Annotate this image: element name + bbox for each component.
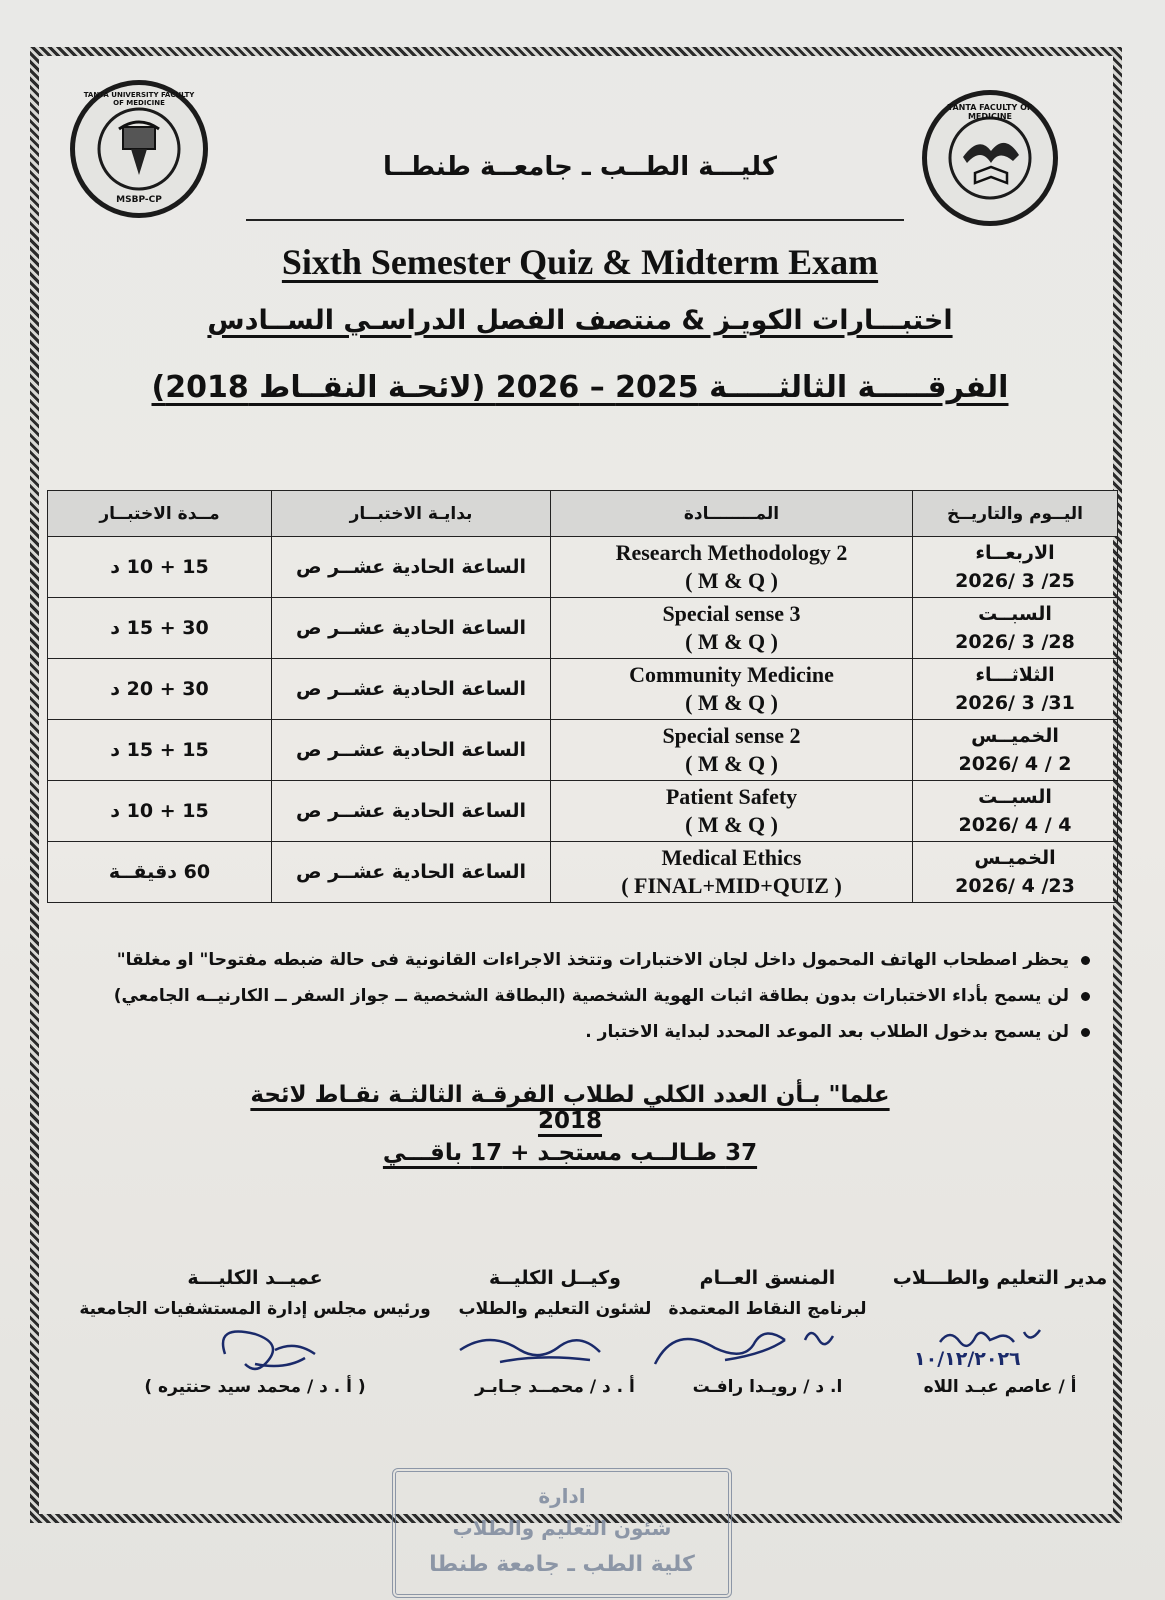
duration-cell: 30 + 15 د xyxy=(48,598,272,659)
header-start-time: بدايـة الاختبــار xyxy=(272,491,551,537)
exam-day: السبــت xyxy=(978,786,1052,808)
list-item: لن يسمح بأداء الاختبارات بدون بطاقة اثبات الهوية الشخصية (البطاقة الشخصية ــ جواز السفر ــ الكارنيــه الجامعي) xyxy=(80,978,1090,1014)
handwritten-signature xyxy=(450,1320,630,1380)
signatory-name: أ / عاصم عبـد اللاه xyxy=(923,1377,1077,1397)
university-name: كليـــة الطــب ـ جامعــة طنطــا xyxy=(383,152,777,182)
exam-day: السبــت xyxy=(978,603,1052,625)
duration-cell: 15 + 15 د xyxy=(48,720,272,781)
start-time-cell: الساعة الحادية عشــر ص xyxy=(272,537,551,598)
subject-code: ( M & Q ) xyxy=(685,568,778,593)
handwritten-signature xyxy=(185,1314,345,1384)
table-row xyxy=(48,598,1118,659)
duration-cell: 15 + 10 د xyxy=(48,781,272,842)
day-date-cell xyxy=(913,659,1118,720)
exam-day: الخميــس xyxy=(971,725,1059,747)
bullet-icon xyxy=(1081,992,1090,1001)
exam-date: 2026/ 3 /31 xyxy=(955,692,1075,714)
subject-name: Special sense 2 xyxy=(662,723,801,748)
table-header-row xyxy=(48,491,1118,537)
signatory-title: عميــد الكليـــة xyxy=(187,1267,323,1289)
signatory-title: المنسق العــام xyxy=(699,1267,836,1289)
subject-cell xyxy=(551,842,913,903)
logo-left-caption: TANTA UNIVERSITY FACULTY OF MEDICINE xyxy=(83,91,195,107)
stamp-line: شئون التعليم والطلاب xyxy=(452,1516,672,1540)
start-time-cell: الساعة الحادية عشــر ص xyxy=(272,720,551,781)
signatory-name: ( أ . د / محمد سيد حنتيره ) xyxy=(144,1377,366,1397)
signatory-name: أ . د / محمــد جـابـر xyxy=(475,1377,635,1397)
handwritten-signature xyxy=(635,1314,855,1384)
signature-education-director xyxy=(890,1262,1110,1432)
duration-cell: 60 دقيقــة xyxy=(48,842,272,903)
day-date-cell xyxy=(913,598,1118,659)
subject-cell xyxy=(551,781,913,842)
faculty-logo-left xyxy=(70,80,208,218)
subject-name: Community Medicine xyxy=(629,662,834,687)
subject-code: ( M & Q ) xyxy=(685,812,778,837)
exam-day: الثلاثـــاء xyxy=(975,664,1055,686)
subject-cell xyxy=(551,598,913,659)
exam-title-arabic: اختبـــارات الكويـز & منتصف الفصل الدراسـي الســادس xyxy=(207,305,953,336)
exam-date: 2026/ 3 /28 xyxy=(955,631,1075,653)
signature-dean xyxy=(65,1262,445,1432)
stamp-line: ادارة xyxy=(538,1484,586,1508)
exam-date: 2026/ 4 /23 xyxy=(955,875,1075,897)
logo-left-subcaption: MSBP-CP xyxy=(116,195,162,205)
subject-name: Special sense 3 xyxy=(662,601,801,626)
signatory-title: وكيــل الكليــة xyxy=(489,1267,621,1289)
subject-name: Patient Safety xyxy=(665,784,798,809)
start-time-cell: الساعة الحادية عشــر ص xyxy=(272,659,551,720)
header-duration: مــدة الاختبــار xyxy=(48,491,272,537)
table-row xyxy=(48,720,1118,781)
start-time-cell: الساعة الحادية عشــر ص xyxy=(272,598,551,659)
bullet-icon xyxy=(1081,1028,1090,1037)
table-row xyxy=(48,659,1118,720)
subject-code: ( M & Q ) xyxy=(685,629,778,654)
table-row xyxy=(48,842,1118,903)
table-row xyxy=(48,781,1118,842)
list-item: لن يسمح بدخول الطلاب بعد الموعد المحدد لبداية الاختبار . xyxy=(80,1014,1090,1050)
signatory-subtitle: لبرنامج النقاط المعتمدة xyxy=(668,1299,867,1319)
exam-date: 2026/ 4 / 4 xyxy=(958,814,1072,836)
exam-day: الاربعــاء xyxy=(975,542,1055,564)
header-day-date: اليــوم والتاريــخ xyxy=(913,491,1118,537)
subject-name: Medical Ethics xyxy=(661,845,802,870)
stamp-line: كلية الطب ـ جامعة طنطا xyxy=(429,1552,695,1577)
table-row xyxy=(48,537,1118,598)
faculty-logo-right xyxy=(922,90,1058,226)
signature-general-coordinator xyxy=(655,1262,880,1432)
signatory-subtitle: ورئيس مجلس إدارة المستشفيات الجامعية xyxy=(79,1299,431,1319)
handwritten-date: ١٠/١٢/٢٠٢٦ xyxy=(914,1348,1021,1370)
day-date-cell xyxy=(913,781,1118,842)
signatory-subtitle: لشئون التعليم والطلاب xyxy=(458,1299,652,1319)
total-students-count: 37 طـالــب مستجـد + 17 باقـــي xyxy=(382,1140,758,1166)
exam-schedule-table xyxy=(47,490,1118,903)
subject-name: Research Methodology 2 xyxy=(615,540,848,565)
exam-date: 2026/ 3 /25 xyxy=(955,570,1075,592)
duration-cell: 30 + 20 د xyxy=(48,659,272,720)
academic-year-line: الفرقـــــة الثالثـــــة 2025 – 2026 (لائحـة النقــاط 2018) xyxy=(151,370,1009,405)
subject-code: ( M & Q ) xyxy=(685,690,778,715)
exam-title-english: Sixth Semester Quiz & Midterm Exam xyxy=(281,242,879,282)
subject-cell xyxy=(551,659,913,720)
department-stamp xyxy=(392,1468,732,1598)
header-divider xyxy=(246,219,904,221)
bullet-icon xyxy=(1081,956,1090,965)
signatory-name: ا. د / رويـدا رافـت xyxy=(692,1377,843,1397)
header-subject: المــــــــادة xyxy=(551,491,913,537)
start-time-cell: الساعة الحادية عشــر ص xyxy=(272,842,551,903)
signatory-title: مدير التعليم والطـــلاب xyxy=(892,1267,1108,1289)
list-item: يحظر اصطحاب الهاتف المحمول داخل لجان الاختبارات وتتخذ الاجراءات القانونية فى حالة ضبطه مفتوحا" او مغلقا" xyxy=(80,942,1090,978)
exam-day: الخميـس xyxy=(974,847,1056,869)
signature-vice-dean xyxy=(450,1262,660,1432)
subject-code: ( M & Q ) xyxy=(685,751,778,776)
exam-date: 2026/ 4 / 2 xyxy=(958,753,1072,775)
day-date-cell xyxy=(913,842,1118,903)
subject-cell xyxy=(551,537,913,598)
duration-cell: 15 + 10 د xyxy=(48,537,272,598)
start-time-cell: الساعة الحادية عشــر ص xyxy=(272,781,551,842)
subject-code: ( FINAL+MID+QUIZ ) xyxy=(621,873,842,898)
logo-right-caption: TANTA FACULTY OF MEDICINE xyxy=(947,103,1033,121)
total-students-statement: علما" بـأن العدد الكلي لطلاب الفرقـة الثالثـة نقـاط لائحة 2018 xyxy=(250,1082,890,1134)
day-date-cell xyxy=(913,537,1118,598)
subject-cell xyxy=(551,720,913,781)
day-date-cell xyxy=(913,720,1118,781)
exam-rules-list xyxy=(80,942,1090,1050)
